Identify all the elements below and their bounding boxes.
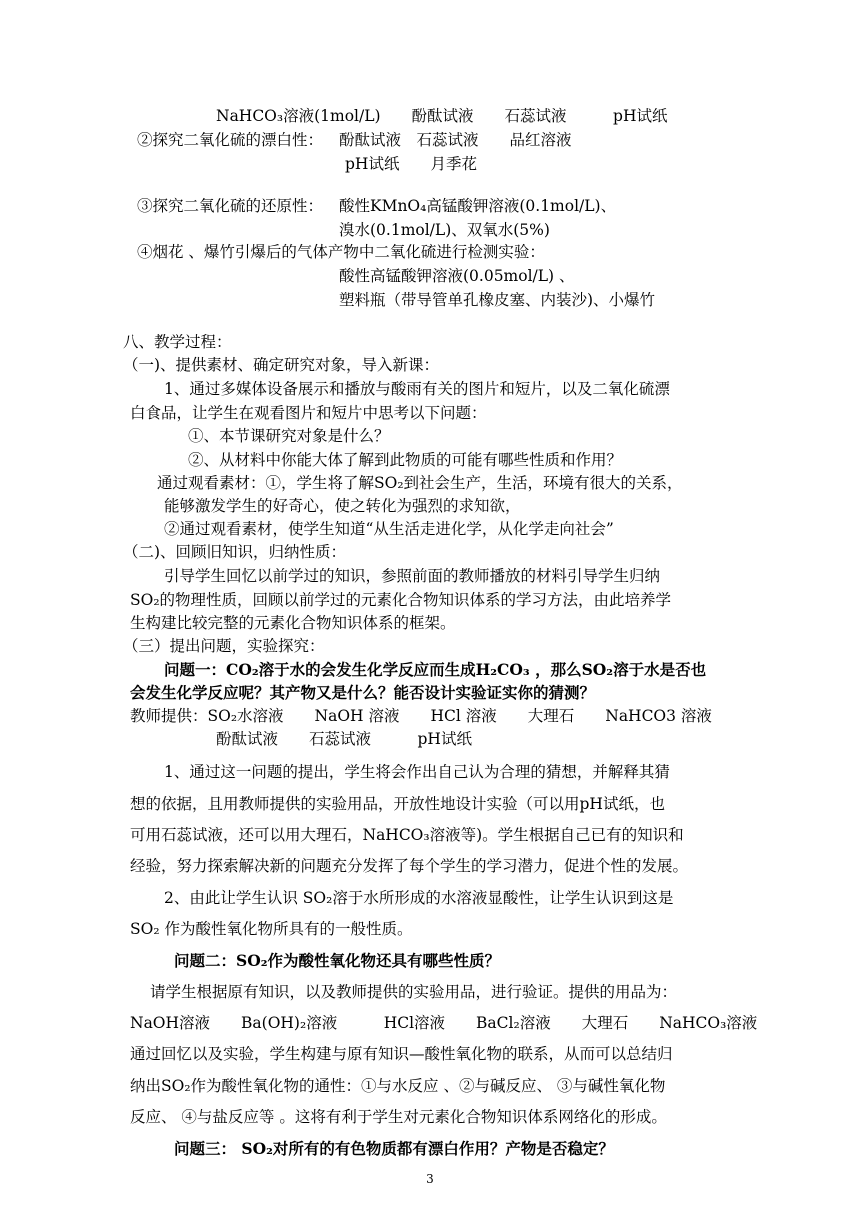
reagent-item-4-list-2: 塑料瓶（带导管单孔橡皮塞、内装沙)、小爆竹 — [339, 291, 656, 309]
page-number: 3 — [426, 1172, 434, 1186]
part1-heading: （一)、提供素材、确定研究对象，导入新课： — [123, 356, 440, 374]
problem-3: 问题三： SO₂对所有的有色物质都有漂白作用？产物是否稳定？ — [174, 1139, 614, 1158]
paragraph-line: 1、通过这一问题的提出，学生将会作出自己认为合理的猜想，并解释其猜 — [164, 763, 670, 781]
question-item: ②、从材料中你能大体了解到此物质的可能有哪些性质和作用？ — [188, 451, 623, 469]
paragraph-line: SO₂的物理性质，回顾以前学过的元素化合物知识体系的学习方法，由此培养学 — [130, 591, 672, 609]
problem-1-line: 会发生化学反应呢？其产物又是什么？能否设计实验证实你的猜测？ — [130, 683, 596, 702]
part3-heading: （三）提出问题，实验探究： — [123, 637, 325, 655]
paragraph-line: 可用石蕊试液，还可以用大理石，NaHCO₃溶液等)。学生根据自己已有的知识和 — [130, 826, 684, 844]
paragraph-line: NaOH溶液 Ba(OH)₂溶液 HCl溶液 BaCl₂溶液 大理石 NaHCO₃溶液 — [130, 1014, 758, 1032]
paragraph-line: 纳出SO₂作为酸性氧化物的通性：①与水反应 、②与碱反应、 ③与碱性氧化物 — [130, 1077, 666, 1095]
paragraph-line: 经验，努力探索解决新的问题充分发挥了每个学生的学习潜力，促进个性的发展。 — [130, 857, 689, 875]
reagent-item-4-title: ④烟花 、爆竹引爆后的气体产物中二氧化硫进行检测实验： — [137, 243, 545, 261]
reagent-item-2-title: ②探究二氧化硫的漂白性： — [137, 131, 324, 149]
reagent-item-3-cont: 溴水(0.1mol/L)、双氧水(5%) — [339, 221, 550, 239]
problem-1-line: 问题一：CO₂溶于水的会发生化学反应而生成H₂CO₃ ，那么SO₂溶于水是否也 — [164, 660, 707, 679]
reagent-item-3-list: 酸性KMnO₄高锰酸钾溶液(0.1mol/L)、 — [339, 197, 617, 215]
problem-2: 问题二：SO₂作为酸性氧化物还具有哪些性质？ — [174, 951, 500, 970]
paragraph-line: 2、由此让学生认识 SO₂溶于水所形成的水溶液显酸性，让学生认识到这是 — [164, 889, 674, 907]
paragraph-line: 能够激发学生的好奇心，使之转化为强烈的求知欲， — [164, 497, 521, 515]
paragraph-line: 反应、 ④与盐反应等 。这将有利于学生对元素化合物知识体系网络化的形成。 — [130, 1108, 667, 1126]
paragraph-line: SO₂ 作为酸性氧化物所具有的一般性质。 — [130, 920, 413, 938]
question-item: ①、本节课研究对象是什么？ — [188, 427, 390, 445]
paragraph-line: 通过回忆以及实验，学生构建与原有知识—酸性氧化物的联系，从而可以总结归 — [130, 1045, 673, 1063]
paragraph-line: 请学生根据原有知识，以及教师提供的实验用品，进行验证。提供的用品为： — [150, 983, 678, 1001]
paragraph-line: 通过观看素材：①，学生将了解SO₂到社会生产，生活，环境有很大的关系， — [157, 474, 683, 492]
part2-heading: （二)、回顾旧知识，归纳性质： — [123, 543, 347, 561]
paragraph-line: 白食品，让学生在观看图片和短片中思考以下问题： — [130, 404, 487, 422]
paragraph-line: 引导学生回忆以前学过的知识，参照前面的教师播放的材料引导学生归纳 — [164, 567, 661, 585]
reagent-item-2-cont: pH试纸 月季花 — [345, 155, 477, 173]
teacher-provides-cont: 酚酞试液 石蕊试液 pH试纸 — [216, 730, 472, 748]
paragraph-line: 想的依据，且用教师提供的实验用品，开放性地设计实验（可以用pH试纸，也 — [130, 795, 665, 813]
paragraph-line: 生构建比较完整的元素化合物知识体系的框架。 — [130, 614, 456, 632]
paragraph-line: ②通过观看素材，使学生知道“从生活走进化学，从化学走向社会” — [164, 520, 614, 538]
section-heading: 八、教学过程： — [123, 333, 232, 351]
reagent-list-line: NaHCO₃溶液(1mol/L) 酚酞试液 石蕊试液 pH试纸 — [216, 107, 668, 125]
reagent-item-4-list-1: 酸性高锰酸钾溶液(0.05mol/L) 、 — [339, 267, 575, 285]
paragraph-line: 1、通过多媒体设备展示和播放与酸雨有关的图片和短片，以及二氧化硫漂 — [164, 380, 670, 398]
teacher-provides: 教师提供：SO₂水溶液 NaOH 溶液 HCl 溶液 大理石 NaHCO3 溶液 — [130, 707, 712, 725]
reagent-item-2-list: 酚酞试液 石蕊试液 品红溶液 — [339, 131, 572, 149]
reagent-item-3-title: ③探究二氧化硫的还原性： — [137, 197, 324, 215]
